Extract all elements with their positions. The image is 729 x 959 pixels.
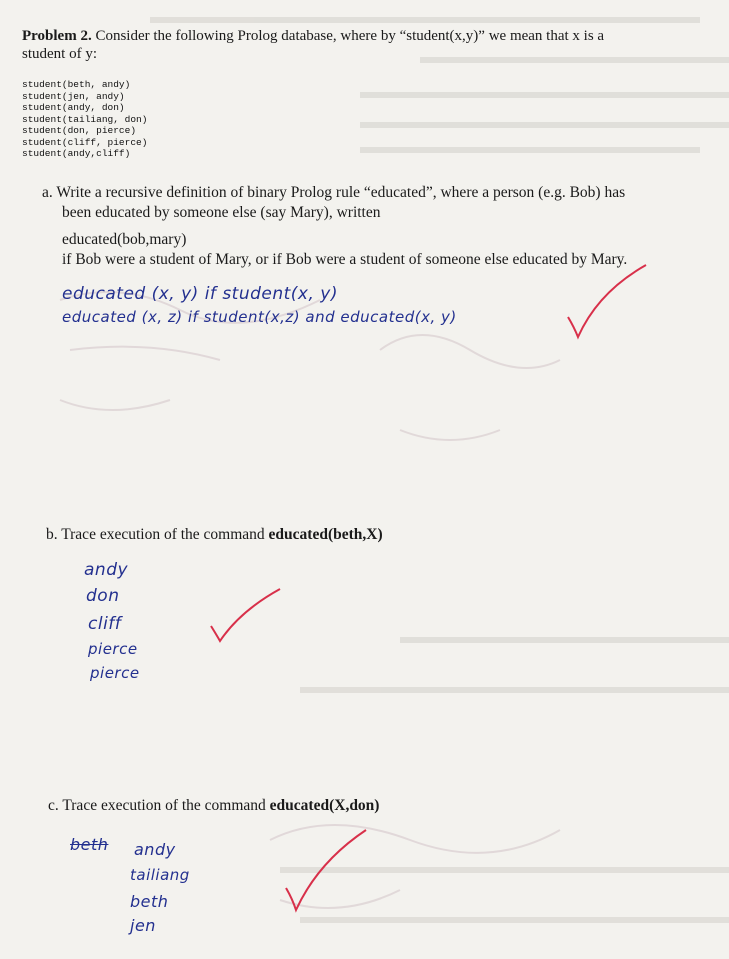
part-c-prefix: c. Trace execution of the command xyxy=(48,797,270,814)
prolog-database xyxy=(22,79,147,160)
part-b-prefix: b. Trace execution of the command xyxy=(46,526,269,543)
database-fact: student(don, pierce) xyxy=(22,125,137,136)
part-b-answer-item: pierce xyxy=(90,664,140,682)
problem-heading: Problem 2. xyxy=(22,28,92,44)
database-fact: student(tailiang, don) xyxy=(22,113,148,125)
problem-intro-line2: student of y: xyxy=(22,46,97,62)
part-a-example: educated(bob,mary) xyxy=(62,231,187,248)
part-b-answer-item: cliff xyxy=(88,614,122,634)
part-b-command: educated(beth,X) xyxy=(268,526,383,543)
part-a-question-line2: been educated by someone else (say Mary), written xyxy=(62,204,381,221)
part-b-answer-item: pierce xyxy=(88,640,138,658)
part-c-command: educated(X,don) xyxy=(269,797,380,814)
part-c-answer-item: tailiang xyxy=(130,866,190,884)
problem-intro-text: Consider the following Prolog database, where by “student(x,y)” we mean that x is a xyxy=(95,28,605,44)
part-b-answer-item: don xyxy=(86,586,120,606)
part-a-answer-line2: educated (x, z) if student(x,z) and educated(x, y) xyxy=(62,308,457,326)
part-b-question xyxy=(46,526,383,544)
part-b-answer-item: andy xyxy=(84,560,129,580)
part-a-question-line4: if Bob were a student of Mary, or if Bob were a student of someone else educated by Mary. xyxy=(62,251,628,268)
database-fact: student(andy,cliff) xyxy=(22,148,131,159)
part-c-answer-item: beth xyxy=(130,892,169,911)
part-c-answer-crossed: beth xyxy=(70,835,109,854)
database-fact: student(andy, don) xyxy=(22,102,125,113)
part-c-answer-item: jen xyxy=(130,916,156,935)
check-mark-icon xyxy=(205,586,285,646)
part-a-question-line1: a. Write a recursive definition of binary Prolog rule “educated”, where a person (e.g. Bob) has xyxy=(42,184,626,201)
database-fact: student(jen, andy) xyxy=(22,90,125,102)
part-a-answer-line1: educated (x, y) if student(x, y) xyxy=(62,284,338,304)
problem-intro-line1 xyxy=(22,27,604,45)
part-c-question xyxy=(48,797,379,815)
database-fact: student(beth, andy) xyxy=(22,79,131,90)
check-mark-icon xyxy=(280,826,370,916)
check-mark-icon xyxy=(560,262,650,342)
database-fact: student(cliff, pierce) xyxy=(22,136,148,148)
part-c-answer-item: andy xyxy=(134,840,176,859)
